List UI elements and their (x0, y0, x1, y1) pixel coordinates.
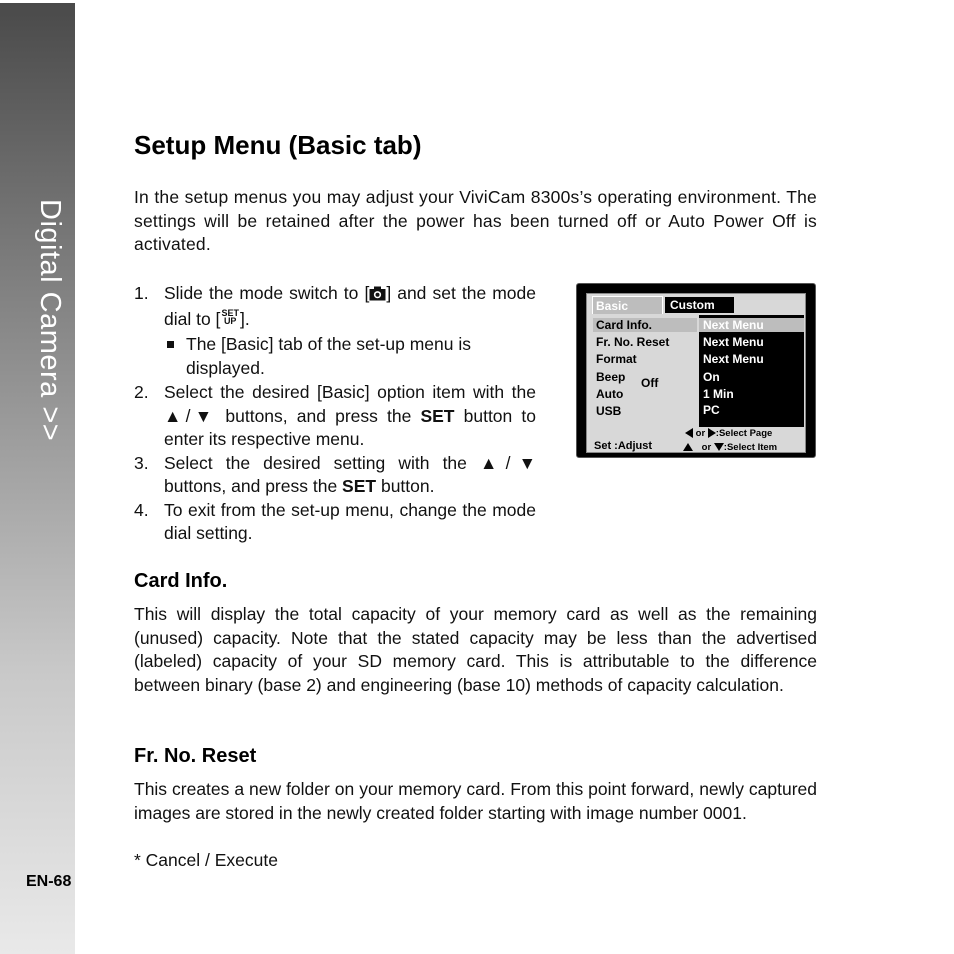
step-3: 3. Select the desired setting with the ▲/▼ buttons, and press the SET button. (134, 452, 536, 496)
step-number: 1. (134, 283, 149, 303)
menu-item-usb: USB (596, 404, 622, 418)
down-arrow-icon (714, 443, 724, 451)
intro-paragraph: In the setup menus you may adjust your ViviCam 8300s’s operating environment. The settings will be retained after the power has been turned off or Auto Power Off is activated. (134, 187, 817, 254)
fr-no-reset-heading: Fr. No. Reset (134, 745, 257, 767)
step-4: 4. To exit from the set-up menu, change the mode dial setting. (134, 499, 536, 543)
sidebar-band (0, 3, 75, 954)
menu-value: Next Menu (703, 335, 764, 349)
menu-value: Next Menu (699, 318, 804, 332)
page-number: EN-68 (26, 873, 72, 890)
fr-no-reset-options: * Cancel / Execute (134, 850, 278, 870)
step-1: 1. Slide the mode switch to [ ] and set the mode dial to [SET UP ]. (134, 283, 536, 329)
left-arrow-icon (685, 428, 693, 438)
card-info-paragraph: This will display the total capacity of your memory card as well as the remaining (unused) capacity. Note that the stated capacity may be less than the advertised (labeled) capacity of your SD memory card. This is attributable to the difference between binary (base 2) and engineering (base 10) methods of capacity calculation. (134, 604, 817, 695)
tab-basic: Basic (592, 296, 663, 314)
beep-off-label: Off (641, 376, 659, 390)
footer-select-page: or :Select Page (685, 428, 772, 439)
step-1-bullet: The [Basic] tab of the set-up menu is displayed. (134, 333, 536, 380)
footer-select-item: or :Select Item (683, 442, 777, 453)
camera-lcd-screen (576, 283, 816, 458)
fr-no-reset-paragraph: This creates a new folder on your memory card. From this point forward, newly captured images are stored in the newly created folder starting with image number 0001. (134, 779, 817, 823)
footer-set-adjust: Set :Adjust (594, 440, 653, 452)
square-bullet-icon (167, 341, 174, 348)
menu-value: PC (703, 403, 720, 417)
menu-item-fr-no-reset: Fr. No. Reset (596, 335, 670, 349)
menu-item-card-info: Card Info. (593, 318, 697, 332)
sidebar-title: Digital Camera >> (34, 199, 66, 442)
menu-values (699, 315, 804, 427)
steps-list (134, 282, 536, 546)
menu-value: Next Menu (703, 352, 764, 366)
setup-menu-panel (586, 293, 806, 453)
step-2: 2. Select the desired [Basic] option item with the ▲/▼ buttons, and press the SET button to enter its respective menu. (134, 382, 536, 449)
menu-item-beep: Beep (596, 370, 626, 384)
menu-value: On (703, 370, 720, 384)
page-title: Setup Menu (Basic tab) (134, 130, 422, 160)
menu-item-format: Format (596, 352, 637, 366)
tab-custom: Custom (665, 297, 734, 313)
setup-icon: SET UP (221, 307, 239, 326)
up-arrow-icon (683, 443, 693, 451)
right-arrow-icon (708, 428, 716, 438)
card-info-heading: Card Info. (134, 570, 228, 592)
camera-icon (369, 284, 386, 308)
menu-value: 1 Min (703, 387, 734, 401)
menu-items (593, 315, 697, 427)
menu-item-auto: Auto (596, 387, 624, 401)
